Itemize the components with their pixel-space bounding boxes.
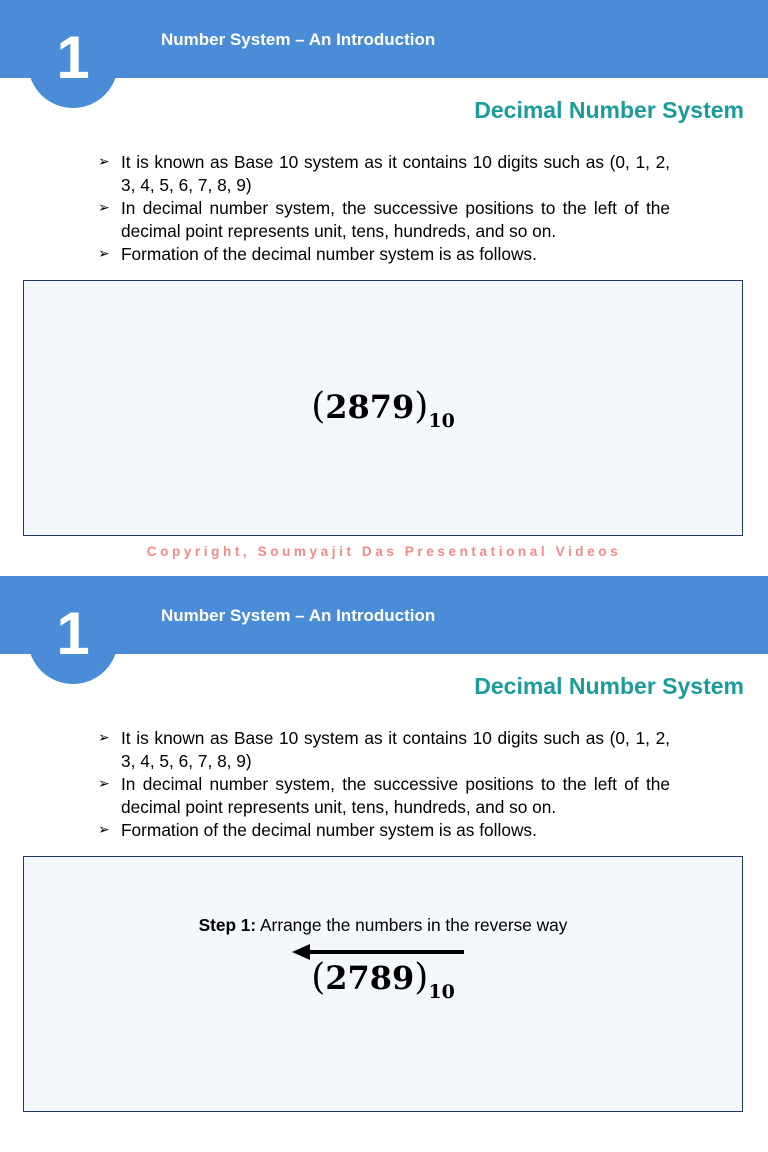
formula-close-paren: ) — [414, 957, 429, 998]
formula — [24, 386, 742, 432]
formula-base: 10 — [428, 981, 455, 1003]
bullet-item: ➢ It is known as Base 10 system as it contains 10 digits such as (0, 1, 2, 3, 4, 5, 6, 7, 8, 9) — [98, 151, 670, 197]
header-title: Number System – An Introduction — [161, 606, 436, 625]
slide-2 — [0, 576, 768, 1152]
slide-number: 1 — [56, 24, 90, 91]
formula-base: 10 — [428, 410, 455, 432]
copyright-text: Copyright, Soumyajit Das Presentational Videos — [146, 544, 622, 559]
bullet-item: ➢ In decimal number system, the successive positions to the left of the decimal point represents unit, tens, hundreds, and so on. — [98, 197, 670, 243]
step-label: Step 1: — [198, 915, 257, 935]
bullet-item: ➢ Formation of the decimal number system is as follows. — [98, 243, 670, 266]
bullet-list — [98, 151, 670, 266]
formula-number: 2879 — [325, 388, 415, 426]
slide-subtitle: Decimal Number System — [474, 673, 744, 699]
bullet-list — [98, 727, 670, 842]
slide-subtitle: Decimal Number System — [474, 97, 744, 123]
bullet-item: ➢ Formation of the decimal number system is as follows. — [98, 819, 670, 842]
formula-box — [23, 856, 743, 1112]
formula-box — [23, 280, 743, 536]
bullet-item: ➢ In decimal number system, the successive positions to the left of the decimal point represents unit, tens, hundreds, and so on. — [98, 773, 670, 819]
formula-close-paren: ) — [414, 386, 429, 427]
step-instruction — [24, 915, 742, 936]
formula-number: 2789 — [325, 959, 415, 997]
step-text: Arrange the numbers in the reverse way — [256, 915, 568, 935]
slide-number: 1 — [56, 600, 90, 667]
formula-open-paren: ( — [311, 957, 326, 998]
formula — [24, 957, 742, 1003]
header-title: Number System – An Introduction — [161, 30, 436, 49]
formula-open-paren: ( — [311, 386, 326, 427]
bullet-item: ➢ It is known as Base 10 system as it contains 10 digits such as (0, 1, 2, 3, 4, 5, 6, 7, 8, 9) — [98, 727, 670, 773]
